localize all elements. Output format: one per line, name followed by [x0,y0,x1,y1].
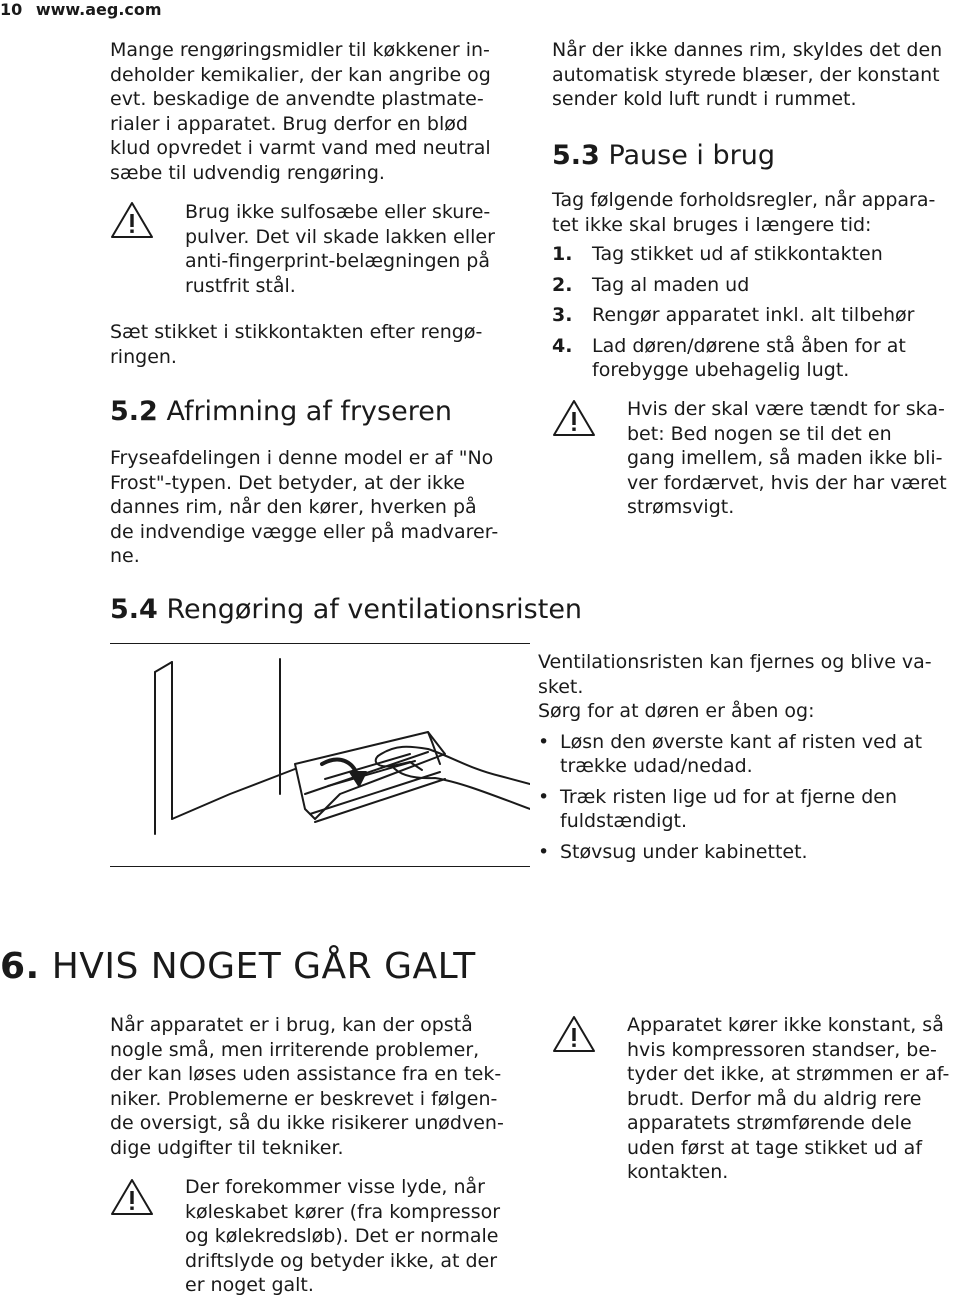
pause-steps-list [552,242,952,384]
section-6-heading: 6. HVIS NOGET GÅR GALT [0,946,476,987]
list-item: • Støvsug under kabinettet. [538,840,808,863]
warning-icon [552,398,596,438]
warning-icon [110,1177,154,1217]
right-intro-paragraph: Når der ikke dannes rim, skyldes det den automatisk styrede blæser, der konstant sender kold luft rundt i rummet. [552,39,943,110]
section-6-paragraph: Når apparatet er i brug, kan der opstå nogle små, men irriterende problemer, der kan løses uden assistance fra en tek- niker. Problemerne er beskrevet i følgen- de oversigt, så du ikke risikerer unødven- dige udgifter til tekniker. [110,1014,504,1159]
section-5-4-heading: 5.4 Rengøring af ventilationsristen [110,594,583,625]
section-5-2-paragraph: Fryseafdelingen i denne model er af "No Frost"-typen. Det betyder, at der ikke dannes rim, når den kører, hverken på de indvendige vægge eller på madvarer- ne. [110,447,499,567]
list-item: • Træk risten lige ud for at fjerne den fuldstændigt. [538,785,898,832]
section-5-2-heading: 5.2 Afrimning af fryseren [110,396,452,427]
warning-noises: Der forekommer visse lyde, når køleskabet kører (fra kompressor og kølekredsløb). Det er normale driftslyde og betyder ikke, at der er noget galt. [185,1176,501,1296]
warning-icon [552,1014,596,1054]
warning-power-failure: Hvis der skal være tændt for ska- bet: Bed nogen se til det en gang imellem, så maden ikke bli- ver fordærvet, hvis der har været strømsvigt. [627,398,947,518]
warning-sulfosaebe: Brug ikke sulfosæbe eller skure- pulver. Det vil skade lakken eller anti-fingerprint-belægningen på rustfrit stål. [185,201,495,297]
plug-in-paragraph: Sæt stikket i stikkontakten efter rengø- ringen. [110,321,483,368]
section-5-3-heading: 5.3 Pause i brug [552,140,775,171]
section-5-3-paragraph: Tag følgende forholdsregler, når appara- tet ikke skal bruges i længere tid: [552,189,936,236]
list-item: • Løsn den øverste kant af risten ved at trække udad/nedad. [538,730,923,777]
warning-icon [110,200,154,240]
section-5-4-text: Ventilationsristen kan fjernes og blive va- sket. Sørg for at døren er åben og: • Løsn den øverste kant af risten ved at trække udad/nedad. • Træk risten lige ud for at fjerne den fuldstændigt. • Støvsug under kabinettet. [538,650,952,870]
left-intro-paragraph: Mange rengøringsmidler til køkkener in- deholder kemikalier, der kan angribe og evt. beskadige de anvendte plastmate- rialer i apparatet. Brug derfor en blød klud opvredet i varmt vand med neutral sæbe til udvendig rengøring. [110,39,491,184]
ventilation-grille-illustration [110,644,530,866]
website-link[interactable]: www.aeg.com [35,0,162,19]
page-number: 10 [0,0,23,19]
illustration-bottom-border [110,866,530,867]
list-item: 3. Rengør apparatet inkl. alt tilbehør [552,304,915,326]
warning-compressor: Apparatet kører ikke konstant, så hvis kompressoren standser, be- tyder det ikke, at strømmen er af- brudt. Derfor må du aldrig rere apparatets strømførende dele uden først at tage stikket ud af kontakten. [627,1014,950,1183]
list-item: 2. Tag al maden ud [552,273,750,296]
list-item: 4. Lad døren/dørene stå åben for at forebygge ubehagelig lugt. [552,334,906,381]
list-item-text: Lad døren/dørene stå åben for at forebygge ubehagelig lugt. [592,334,906,381]
list-item: 1. Tag stikket ud af stikkontakten [552,243,883,265]
page-header [0,0,162,20]
